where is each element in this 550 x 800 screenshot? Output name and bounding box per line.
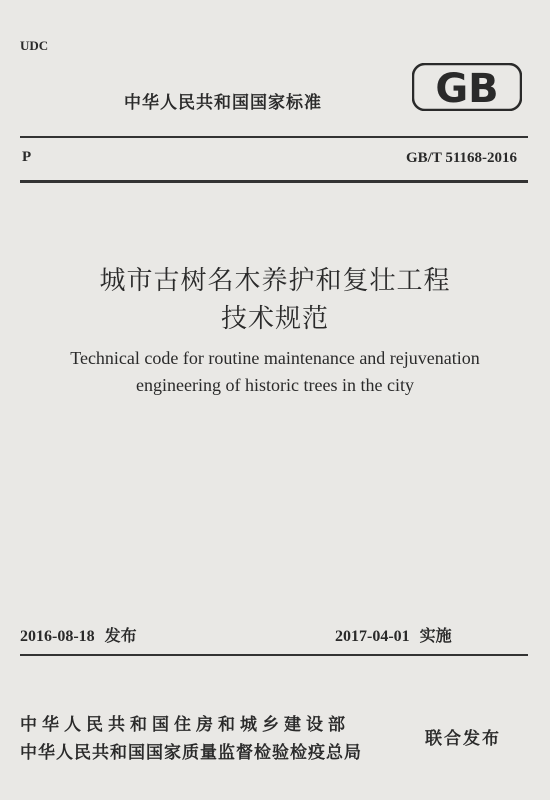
udc-label: UDC	[20, 38, 49, 53]
issuer-line1: 中华人民共和国住房和城乡建设部	[20, 715, 350, 735]
joint-release-label: 联合发布	[425, 729, 501, 749]
header-divider	[20, 180, 528, 183]
standard-type: 中华人民共和国国家标准	[124, 93, 322, 113]
standard-number: GB/T 51168-2016	[406, 150, 517, 166]
gb-logo-text: GB	[435, 66, 499, 111]
english-title-line2: engineering of historic trees in the city	[136, 375, 414, 395]
gb-logo-icon	[412, 63, 522, 111]
chinese-title-line2: 技术规范	[220, 304, 329, 334]
issuer-line2: 中华人民共和国国家质量监督检验检疫总局	[20, 743, 362, 763]
classification-code: P	[22, 149, 32, 165]
release-date-block	[20, 623, 137, 646]
effective-date-block	[335, 623, 452, 646]
chinese-title-line1: 城市古树名木养护和复壮工程	[99, 266, 451, 296]
release-label: 发布	[104, 626, 137, 645]
effective-date: 2017-04-01	[335, 628, 410, 645]
top-divider	[20, 136, 528, 138]
english-title-line1: Technical code for routine maintenance and rejuvenation	[70, 348, 480, 368]
footer-divider	[20, 654, 528, 656]
effective-label: 实施	[419, 626, 452, 645]
release-date: 2016-08-18	[20, 628, 95, 645]
